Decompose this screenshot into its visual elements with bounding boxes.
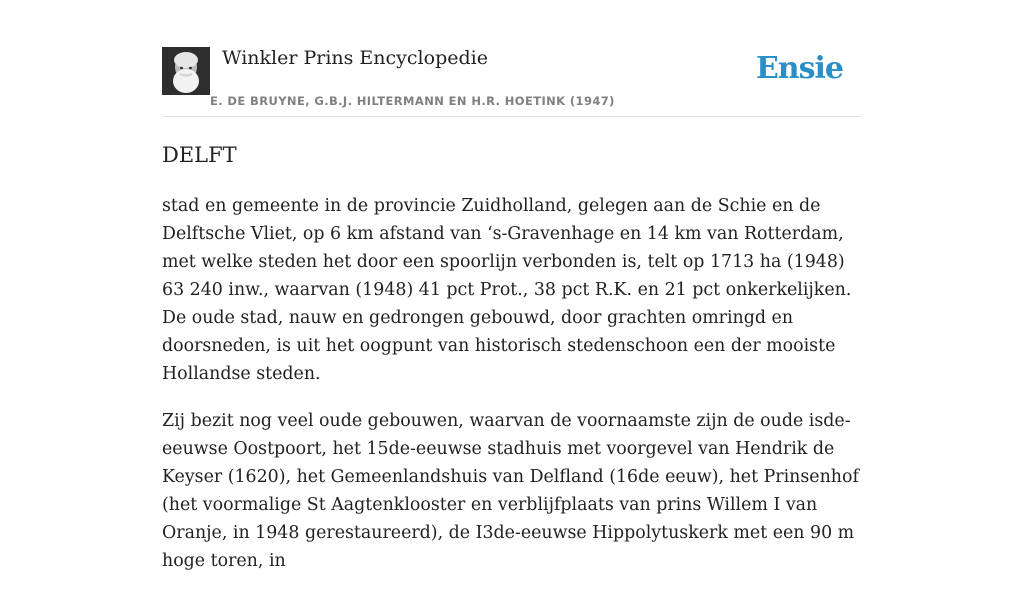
source-authors: E. DE BRUYNE, G.B.J. HILTERMANN EN H.R. HOETINK (1947) [210,94,615,108]
author-avatar[interactable] [162,47,210,95]
entry-paragraph: Zij bezit nog veel oude gebouwen, waarvan de voornaamste zijn de oude isde-eeuwse Oostpoort, het 15de-eeuwse stadhuis met voorgevel van Hendrik de Keyser (1620), het Gemeenlandshuis van Delfland (16de eeuw), het Prinsenhof (het voormalige St Aagtenklooster en verblijfplaats van prins Willem I van Oranje, in 1948 gerestaureerd), de I3de-eeuwse Hippolytuskerk met een 90 m hoge toren, in [162,411,859,571]
entry-body [162,192,862,594]
article-page [162,0,862,571]
ensie-logo[interactable]: Ensie [755,51,843,86]
entry-title: DELFT [162,143,237,167]
author-portrait-icon [162,47,210,95]
entry-paragraph: stad en gemeente in de provincie Zuidholland, gelegen aan de Schie en de Delftsche Vliet, op 6 km afstand van ‘s-Gravenhage en 14 km van Rotterdam, met welke steden het door een spoorlijn verbonden is, telt op 1713 ha (1948) 63 240 inw., waarvan (1948) 41 pct Prot., 38 pct R.K. en 21 pct onkerkelijken. De oude stad, nauw en gedrongen gebouwd, door grachten omringd en doorsneden, is uit het oogpunt van historisch stedenschoon een der mooiste Hollandse steden. [162,196,852,384]
source-title[interactable]: Winkler Prins Encyclopedie [222,47,488,69]
source-header [162,0,862,117]
